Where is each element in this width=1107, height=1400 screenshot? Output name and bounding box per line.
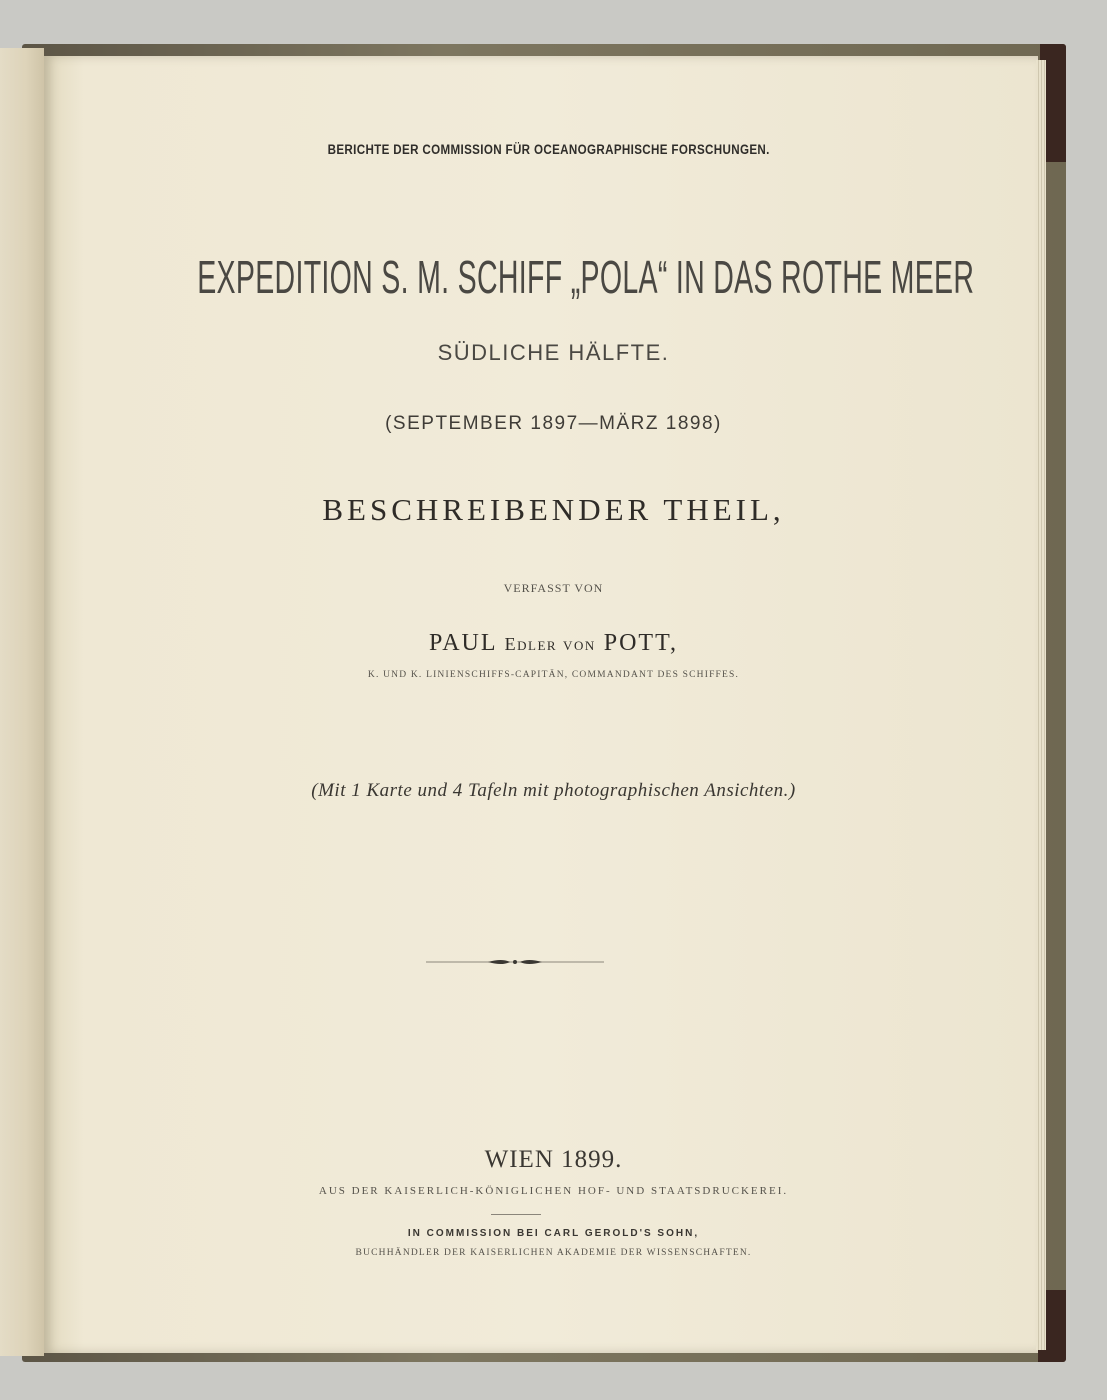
byline: VERFASST VON xyxy=(503,581,604,595)
subtitle: SÜDLICHE HÄLFTE. xyxy=(437,340,670,365)
author-name xyxy=(0,630,1107,657)
author-title: Edler von xyxy=(504,634,596,654)
main-title: EXPEDITION S. M. SCHIFF „POLA“ IN DAS ROTHE MEER xyxy=(197,251,975,303)
imprint-publisher: IN COMMISSION BEI CARL GEROLD'S SOHN, xyxy=(407,1228,700,1239)
author-first-name: PAUL xyxy=(429,630,497,656)
imprint-printer: AUS DER KAISERLICH-KÖNIGLICHEN HOF- UND STAATSDRUCKEREI. xyxy=(318,1185,789,1197)
part-title: BESCHREIBENDER THEIL, xyxy=(322,492,785,527)
imprint-publisher-subtitle: BUCHHÄNDLER DER KAISERLICHEN AKADEMIE DER WISSENSCHAFTEN. xyxy=(355,1248,752,1258)
imprint-year: 1899. xyxy=(561,1146,623,1173)
author-last-name: POTT, xyxy=(603,630,678,656)
author-rank: K. UND K. LINIENSCHIFFS-CAPITÄN, COMMANDANT DES SCHIFFES. xyxy=(367,670,740,680)
ornament-divider xyxy=(426,952,604,972)
expedition-dates: (SEPTEMBER 1897—MÄRZ 1898) xyxy=(385,413,722,434)
imprint-city: WIEN xyxy=(484,1146,554,1173)
imprint-place-year xyxy=(0,1146,1107,1174)
plates-note: (Mit 1 Karte und 4 Tafeln mit photographischen Ansichten.) xyxy=(311,780,796,801)
series-heading: BERICHTE DER COMMISSION FÜR OCEANOGRAPHISCHE FORSCHUNGEN. xyxy=(327,142,770,157)
imprint-rule xyxy=(491,1214,541,1215)
